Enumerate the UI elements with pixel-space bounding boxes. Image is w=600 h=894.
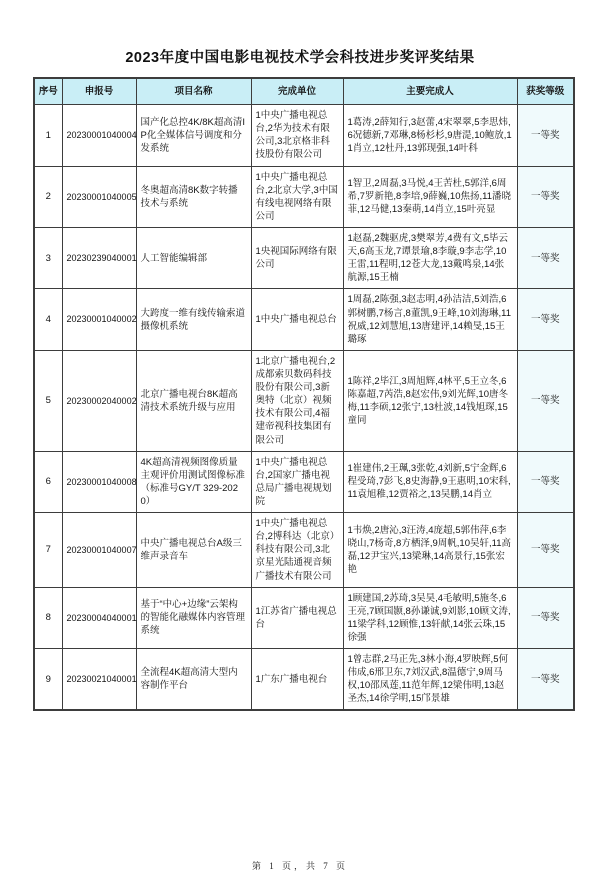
cell-completing-units: 1中央广播电视总台,2国家广播电视总局广播电视规划院 <box>251 451 343 512</box>
cell-award-level: 一等奖 <box>517 166 574 227</box>
cell-completing-units: 1中央广播电视总台 <box>251 289 343 350</box>
cell-completing-units: 1央视国际网络有限公司 <box>251 227 343 288</box>
cell-project-name: 北京广播电视台8K超高清技术系统升级与应用 <box>136 350 251 451</box>
cell-project-name: 国产化总控4K/8K超高清IP化全媒体信号调度和分发系统 <box>136 105 251 166</box>
table-row <box>34 227 574 288</box>
cell-project-name: 大跨度一维有线传输索道摄像机系统 <box>136 289 251 350</box>
cell-completing-units: 1中央广播电视总台,2博科达（北京）科技有限公司,3北京星光陆通视音频广播技术有限公司 <box>251 513 343 588</box>
col-header-no: 序号 <box>34 78 62 105</box>
table-row <box>34 513 574 588</box>
table-row <box>34 451 574 512</box>
cell-no: 5 <box>34 350 62 451</box>
cell-award-level: 一等奖 <box>517 227 574 288</box>
col-header-unit: 完成单位 <box>251 78 343 105</box>
results-table-body <box>34 105 574 711</box>
cell-project-name: 全流程4K超高清大型内容制作平台 <box>136 649 251 711</box>
cell-project-name: 中央广播电视总台A级三维声录音车 <box>136 513 251 588</box>
cell-app-id: 20230239040001 <box>62 227 136 288</box>
col-header-app-id: 申报号 <box>62 78 136 105</box>
cell-app-id: 20230002040002 <box>62 350 136 451</box>
col-header-contributors: 主要完成人 <box>343 78 517 105</box>
results-table <box>33 77 575 711</box>
cell-award-level: 一等奖 <box>517 649 574 711</box>
cell-main-contributors: 1顾建国,2苏琦,3吴昊,4毛敏明,5施冬,6王亮,7顾国颢,8孙谦诚,9刘影,10顾文涛,11梁学科,12顾惟,13轩献,14张云珠,15徐强 <box>343 587 517 648</box>
cell-completing-units: 1北京广播电视台,2成都索贝数码科技股份有限公司,3新奥特（北京）视频技术有限公司,4福建帝视科技集团有限公司 <box>251 350 343 451</box>
cell-award-level: 一等奖 <box>517 105 574 166</box>
cell-no: 3 <box>34 227 62 288</box>
cell-award-level: 一等奖 <box>517 289 574 350</box>
cell-app-id: 20230001040004 <box>62 105 136 166</box>
cell-no: 1 <box>34 105 62 166</box>
cell-project-name: 人工智能编辑部 <box>136 227 251 288</box>
cell-award-level: 一等奖 <box>517 350 574 451</box>
table-row <box>34 649 574 711</box>
cell-completing-units: 1广东广播电视台 <box>251 649 343 711</box>
header-row <box>34 78 574 105</box>
cell-award-level: 一等奖 <box>517 587 574 648</box>
page-title: 2023年度中国电影电视技术学会科技进步奖评奖结果 <box>125 50 475 66</box>
cell-app-id: 20230001040002 <box>62 289 136 350</box>
cell-app-id: 20230001040007 <box>62 513 136 588</box>
col-header-project: 项目名称 <box>136 78 251 105</box>
col-header-award: 获奖等级 <box>517 78 574 105</box>
cell-main-contributors: 1赵磊,2魏驱虎,3樊翠芳,4费有文,5毕云天,6高玉龙,7谭景瑜,8李璇,9李志学,10王雷,11程明,12苍大龙,13戴鸣泉,14张航源,15王楠 <box>343 227 517 288</box>
cell-no: 8 <box>34 587 62 648</box>
cell-main-contributors: 1葛涛,2薛知行,3赵蕾,4宋翠翠,5李思炜,6况德新,7邓琳,8杨杉杉,9唐湜,10鲍放,11肖立,12杜丹,13郭现强,14叶科 <box>343 105 517 166</box>
cell-main-contributors: 1崔建伟,2王珮,3张乾,4刘新,5宁金辉,6程受琦,7彭飞,8史海静,9王惠明,10宋科,11袁旭稚,12贾裕之,13吴鹏,14肖立 <box>343 451 517 512</box>
cell-no: 4 <box>34 289 62 350</box>
page-footer: 第 1 页，共 7 页 <box>251 861 348 871</box>
cell-main-contributors: 1曾志群,2马正先,3林小海,4罗映辉,5何伟成,6邢卫东,7刘汉武,8温德宁,9周马权,10邵凤莲,11范年辉,12梁伟明,13赵圣杰,14徐学明,15邝景雄 <box>343 649 517 711</box>
table-row <box>34 166 574 227</box>
cell-app-id: 20230001040005 <box>62 166 136 227</box>
cell-project-name: 基于“中心+边缘”云架构的智能化融媒体内容管理系统 <box>136 587 251 648</box>
table-row <box>34 587 574 648</box>
cell-no: 9 <box>34 649 62 711</box>
table-row <box>34 105 574 166</box>
table-row <box>34 289 574 350</box>
cell-completing-units: 1中央广播电视总台,2华为技术有限公司,3北京格非科技股份有限公司 <box>251 105 343 166</box>
cell-no: 7 <box>34 513 62 588</box>
cell-main-contributors: 1韦焕,2唐沁,3汪涛,4庞超,5郭伟萍,6李晓山,7杨奇,8方栖泽,9周帆,10吴轩,11高磊,12尹宝兴,13梁琳,14高景行,15张宏艳 <box>343 513 517 588</box>
cell-app-id: 20230004040001 <box>62 587 136 648</box>
cell-no: 6 <box>34 451 62 512</box>
cell-project-name: 4K超高清视频图像质量主观评价用测试图像标准（标准号GY/T 329-2020） <box>136 451 251 512</box>
cell-main-contributors: 1智卫,2周磊,3马悦,4王苦杜,5郭洋,6周希,7罗新艳,8李培,9薛巍,10焦扬,11潘晓菲,12马健,13秦萌,14肖立,15叶亮显 <box>343 166 517 227</box>
cell-project-name: 冬奥超高清8K数字转播技术与系统 <box>136 166 251 227</box>
cell-award-level: 一等奖 <box>517 451 574 512</box>
cell-award-level: 一等奖 <box>517 513 574 588</box>
cell-main-contributors: 1陈祥,2毕江,3周旭辉,4林平,5王立冬,6陈嘉超,7芮浩,8赵宏伟,9刘光辉,10唐冬梅,11李硕,12张宁,13杜波,14钱旭琛,15童同 <box>343 350 517 451</box>
cell-no: 2 <box>34 166 62 227</box>
table-row <box>34 350 574 451</box>
cell-app-id: 20230001040008 <box>62 451 136 512</box>
results-table-header <box>34 78 574 105</box>
cell-completing-units: 1江苏省广播电视总台 <box>251 587 343 648</box>
cell-completing-units: 1中央广播电视总台,2北京大学,3中国有线电视网络有限公司 <box>251 166 343 227</box>
cell-main-contributors: 1周磊,2陈强,3赵志明,4孙洁洁,5刘浩,6郭树鹏,7杨言,8董凯,9王峰,10刘海琳,11祝威,12刘慧旭,13唐建评,14赖旻,15王璐琢 <box>343 289 517 350</box>
cell-app-id: 20230021040001 <box>62 649 136 711</box>
